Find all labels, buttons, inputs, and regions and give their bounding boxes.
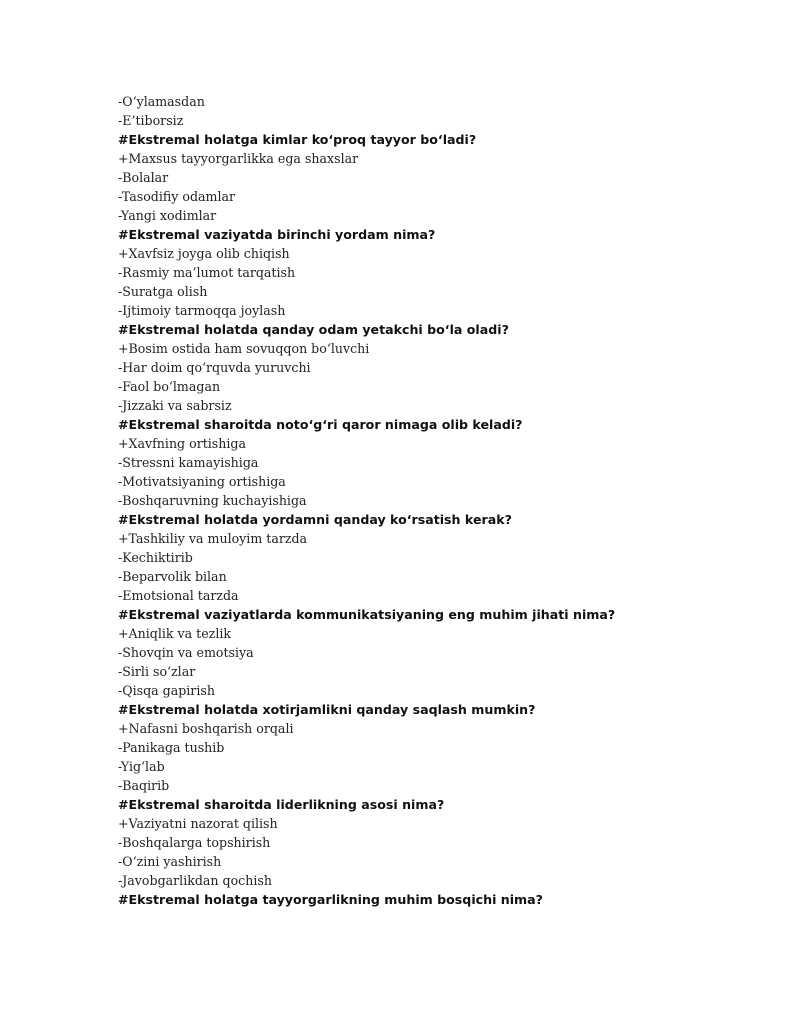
answer-option: -Ijtimoiy tarmoqqa joylash bbox=[118, 303, 286, 318]
answer-option: -Beparvolik bilan bbox=[118, 569, 227, 584]
answer-option: -Rasmiy ma’lumot tarqatish bbox=[118, 265, 296, 280]
answer-option: -Sirli so‘zlar bbox=[118, 664, 196, 679]
answer-option: -Qisqa gapirish bbox=[118, 683, 215, 698]
answer-option: -Javobgarlikdan qochish bbox=[118, 873, 272, 888]
answer-option: -Yangi xodimlar bbox=[118, 208, 217, 223]
answer-option: -Jizzaki va sabrsiz bbox=[118, 398, 232, 413]
correct-answer-option: +Maxsus tayyorgarlikka ega shaxslar bbox=[118, 151, 359, 166]
correct-answer-option: +Aniqlik va tezlik bbox=[118, 626, 231, 641]
answer-option: -Boshqalarga topshirish bbox=[118, 835, 271, 850]
question-heading: #Ekstremal holatda yordamni qanday ko‘rsatish kerak? bbox=[118, 512, 512, 527]
answer-option: -Stressni kamayishiga bbox=[118, 455, 259, 470]
answer-option: -Baqirib bbox=[118, 778, 170, 793]
answer-option: -Motivatsiyaning ortishiga bbox=[118, 474, 286, 489]
quiz-text-block bbox=[118, 92, 758, 909]
answer-option: -E’tiborsiz bbox=[118, 113, 184, 128]
answer-option: -Faol bo‘lmagan bbox=[118, 379, 221, 394]
question-heading: #Ekstremal sharoitda noto‘g‘ri qaror nimaga olib keladi? bbox=[118, 417, 523, 432]
answer-option: -Har doim qo‘rquvda yuruvchi bbox=[118, 360, 311, 375]
question-heading: #Ekstremal holatda qanday odam yetakchi bo‘la oladi? bbox=[118, 322, 509, 337]
answer-option: -O‘zini yashirish bbox=[118, 854, 222, 869]
correct-answer-option: +Tashkiliy va muloyim tarzda bbox=[118, 531, 308, 546]
answer-option: -Boshqaruvning kuchayishiga bbox=[118, 493, 307, 508]
question-heading: #Ekstremal holatda xotirjamlikni qanday saqlash mumkin? bbox=[118, 702, 536, 717]
question-heading: #Ekstremal sharoitda liderlikning asosi nima? bbox=[118, 797, 445, 812]
answer-option: -O‘ylamasdan bbox=[118, 94, 205, 109]
question-heading: #Ekstremal vaziyatda birinchi yordam nima? bbox=[118, 227, 436, 242]
question-heading: #Ekstremal holatga kimlar ko‘proq tayyor bo‘ladi? bbox=[118, 132, 477, 147]
correct-answer-option: +Xavfning ortishiga bbox=[118, 436, 246, 451]
answer-option: -Suratga olish bbox=[118, 284, 208, 299]
answer-option: -Kechiktirib bbox=[118, 550, 193, 565]
question-heading: #Ekstremal holatga tayyorgarlikning muhim bosqichi nima? bbox=[118, 892, 543, 907]
question-heading: #Ekstremal vaziyatlarda kommunikatsiyaning eng muhim jihati nima? bbox=[118, 607, 616, 622]
correct-answer-option: +Xavfsiz joyga olib chiqish bbox=[118, 246, 290, 261]
correct-answer-option: +Bosim ostida ham sovuqqon bo‘luvchi bbox=[118, 341, 370, 356]
answer-option: -Emotsional tarzda bbox=[118, 588, 239, 603]
correct-answer-option: +Nafasni boshqarish orqali bbox=[118, 721, 294, 736]
correct-answer-option: +Vaziyatni nazorat qilish bbox=[118, 816, 278, 831]
answer-option: -Panikaga tushib bbox=[118, 740, 225, 755]
answer-option: -Yig‘lab bbox=[118, 759, 165, 774]
answer-option: -Shovqin va emotsiya bbox=[118, 645, 254, 660]
answer-option: -Bolalar bbox=[118, 170, 169, 185]
answer-option: -Tasodifiy odamlar bbox=[118, 189, 236, 204]
